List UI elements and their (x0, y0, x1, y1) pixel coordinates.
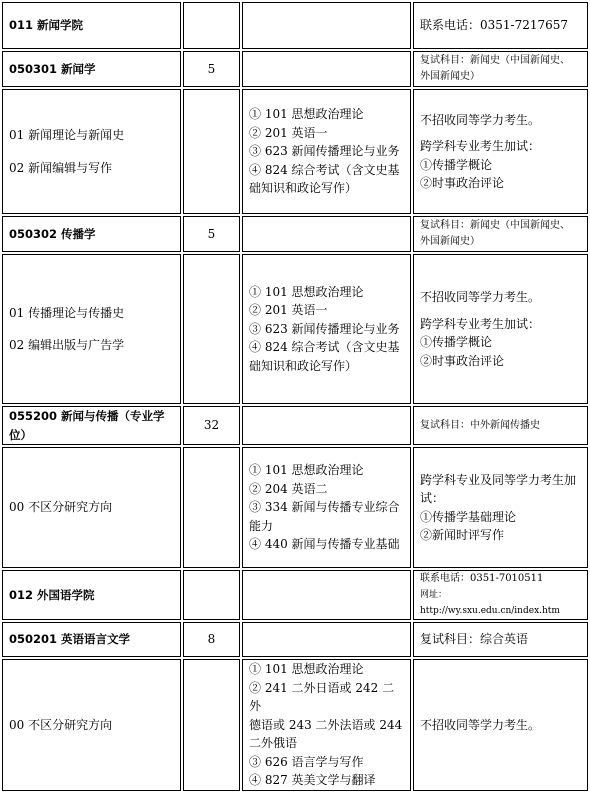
remark-line: ②新闻时评写作 (420, 528, 505, 542)
table-row (2, 447, 588, 568)
quota-cell (183, 2, 240, 49)
school-name: 012 外国语学院 (2, 570, 181, 620)
exam-subjects-cell (242, 570, 411, 620)
remark-line: ①传播学概论 (420, 335, 493, 349)
exam-subject-item: ② 204 英语二 (249, 481, 328, 496)
table-row (2, 216, 588, 252)
retest-subjects: 复试科目：综合英语 (413, 622, 588, 657)
exam-subject-item: 德语或 243 二外法语或 244 (249, 717, 403, 732)
contact-phone: 联系电话：0351-7010511 (420, 573, 544, 584)
exam-subject-item: ① 101 思想政治理论 (249, 662, 364, 676)
direction-item: 01 新闻理论与新闻史 (9, 128, 125, 142)
quota-value: 32 (183, 406, 240, 445)
quota-value: 5 (183, 216, 240, 252)
retest-line: 复试科目：新闻史（中国新闻史、 (420, 220, 570, 231)
retest-subjects (413, 216, 588, 252)
exam-subject-item: ③ 623 新闻传播理论与业务 (249, 321, 400, 336)
exam-subject-item: ② 201 英语一 (249, 125, 328, 140)
website-link[interactable]: 网址：http://wy.sxu.edu.cn/index.htm (420, 590, 560, 616)
remark-line: 跨学科专业及同等学力考生加 (420, 472, 577, 487)
retest-subjects (413, 51, 588, 87)
table-row (2, 2, 588, 49)
exam-subject-item: ④ 824 综合考试（含文史基 (249, 340, 400, 355)
quota-value: 5 (183, 51, 240, 87)
exam-subject-item: ② 201 英语一 (249, 303, 328, 318)
exam-subjects (242, 447, 411, 568)
retest-subjects: 复试科目：中外新闻传播史 (413, 406, 588, 445)
exam-subject-item: 础知识和政论写作） (249, 358, 358, 373)
remark-line: 不招收同等学力考生。 (420, 112, 541, 127)
table-row (2, 89, 588, 214)
major-name: 050301 新闻学 (2, 51, 181, 87)
exam-subject-item: ④ 824 综合考试（含文史基 (249, 162, 400, 177)
exam-subject-item: ② 241 二外日语或 242 二外 (249, 680, 395, 713)
exam-subjects (242, 659, 411, 791)
table-row (2, 570, 588, 620)
exam-subject-item: ① 101 思想政治理论 (249, 107, 364, 122)
remark-line: 试： (420, 491, 445, 505)
quota-cell (183, 254, 240, 404)
direction-item: 02 编辑出版与广告学 (9, 338, 125, 352)
retest-line: 复试科目：新闻史（中国新闻史、 (420, 55, 570, 66)
research-directions (2, 89, 181, 214)
table-row (2, 51, 588, 87)
exam-subjects-cell (242, 2, 411, 49)
table-row (2, 254, 588, 404)
exam-subject-item: 二外俄语 (249, 736, 298, 750)
quota-value: 8 (183, 622, 240, 657)
major-name-line: 位） (9, 427, 32, 442)
quota-cell (183, 659, 240, 791)
direction-item: 01 传播理论与传播史 (9, 305, 125, 320)
exam-subject-item: 能力 (249, 518, 274, 533)
exam-subject-item: ③ 623 新闻传播理论与业务 (249, 144, 400, 159)
major-name-line: 055200 新闻与传播（专业学 (9, 409, 165, 423)
remarks: 不招收同等学力考生。 (413, 659, 588, 791)
exam-subjects-cell (242, 51, 411, 87)
remark-line: 不招收同等学力考生。 (420, 290, 541, 304)
exam-subjects (242, 89, 411, 214)
remark-line: ②时事政治评论 (420, 176, 505, 190)
remark-line: 跨学科专业考生加试： (420, 316, 541, 331)
quota-cell (183, 89, 240, 214)
research-direction: 00 不区分研究方向 (2, 447, 181, 568)
major-name: 050201 英语语言文学 (2, 622, 181, 657)
retest-line: 外国新闻史） (420, 236, 480, 247)
remark-line: 跨学科专业考生加试： (420, 139, 541, 153)
quota-cell (183, 570, 240, 620)
remark-line: ①传播学基础理论 (420, 509, 517, 524)
contact-info (413, 570, 588, 620)
exam-subject-item: ③ 334 新闻与传播专业综合 (249, 500, 400, 515)
exam-subjects-cell (242, 216, 411, 252)
major-name: 050302 传播学 (2, 216, 181, 252)
remarks (413, 89, 588, 214)
table-row (2, 406, 588, 445)
exam-subjects (242, 254, 411, 404)
exam-subjects-cell (242, 622, 411, 657)
exam-subject-item: ④ 827 英美文学与翻译 (249, 773, 376, 787)
table-row (2, 622, 588, 657)
direction-item: 02 新闻编辑与写作 (9, 160, 113, 175)
remarks (413, 254, 588, 404)
exam-subject-item: ④ 440 新闻与传播专业基础 (249, 537, 400, 552)
retest-line: 外国新闻史） (420, 71, 480, 82)
school-name: 011 新闻学院 (2, 2, 181, 49)
quota-cell (183, 447, 240, 568)
remark-line: ②时事政治评论 (420, 353, 505, 368)
exam-subject-item: ① 101 思想政治理论 (249, 284, 364, 299)
exam-subject-item: 础知识和政论写作） (249, 181, 358, 196)
remarks (413, 447, 588, 568)
table-row (2, 659, 588, 791)
research-direction: 00 不区分研究方向 (2, 659, 181, 791)
exam-subject-item: ③ 626 语言学与写作 (249, 754, 364, 769)
contact-phone: 联系电话：0351-7217657 (413, 2, 588, 49)
exam-subjects-cell (242, 406, 411, 445)
research-directions (2, 254, 181, 404)
major-name (2, 406, 181, 445)
exam-subject-item: ① 101 思想政治理论 (249, 463, 364, 478)
remark-line: ①传播学概论 (420, 157, 493, 172)
